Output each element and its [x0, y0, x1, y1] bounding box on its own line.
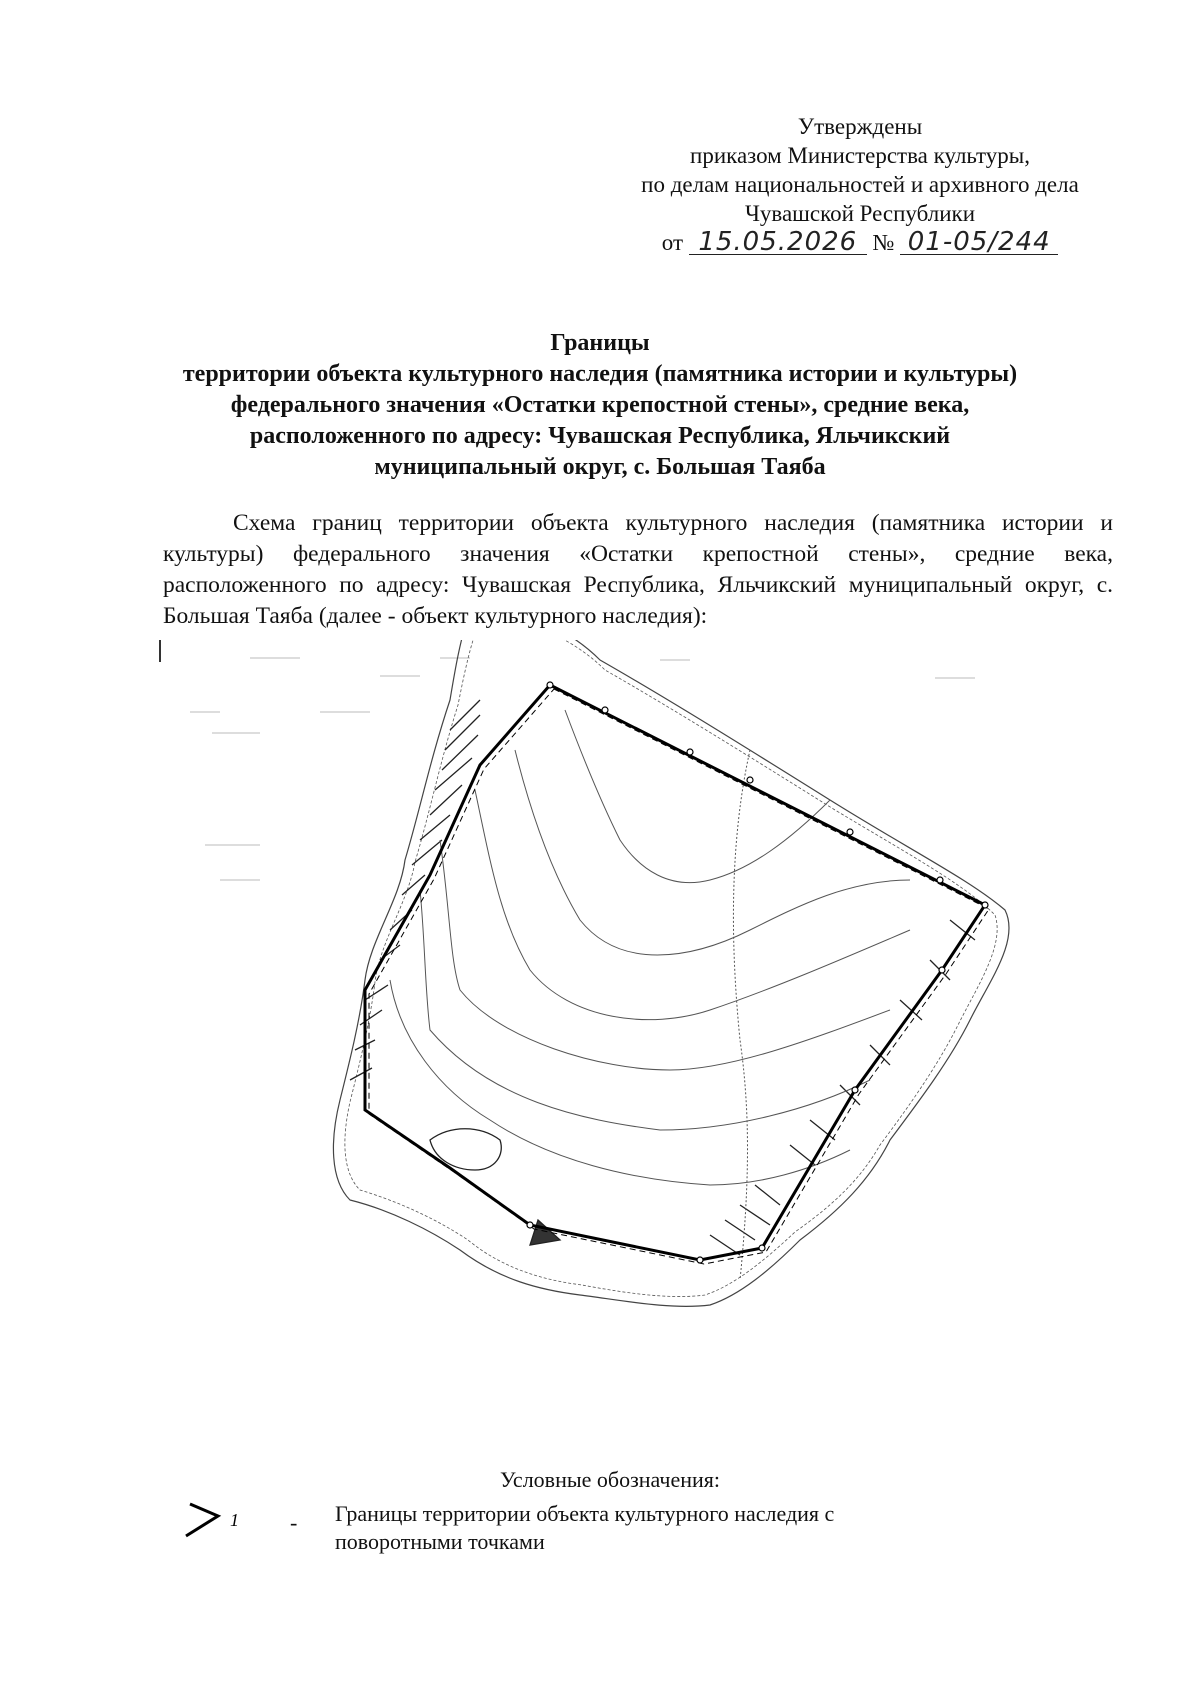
boundary-scheme-map	[150, 640, 1110, 1400]
order-number: 01-05/244	[900, 230, 1058, 255]
object-boundary	[365, 685, 985, 1260]
approval-line-1: Утверждены	[797, 114, 923, 139]
slope-hatching	[350, 700, 975, 1255]
approval-line-2: приказом Министерства культуры,	[690, 143, 1030, 168]
boundary-point-symbol-icon	[180, 1492, 300, 1572]
title-line-1: Границы	[550, 330, 650, 356]
title-line-4: расположенного по адресу: Чувашская Республика, Яльчикский	[249, 423, 951, 449]
contour-lines	[390, 710, 910, 1280]
object-boundary-inner	[369, 689, 989, 1264]
title-line-2: территории объекта культурного наследия (памятника истории и культуры)	[182, 361, 1018, 387]
title-line-3: федерального значения «Остатки крепостной стены», средние века,	[230, 392, 970, 418]
legend-text: Границы территории объекта культурного наследия с поворотными точками	[335, 1501, 835, 1554]
slope-outline-2	[345, 640, 997, 1297]
intro-text: Схема границ территории объекта культурного наследия (памятника истории и культуры) федерального значения «Остатки крепостной стены», средние века, расположенного по адресу: Чувашская Республика, Яльчикский муниципальный округ, с. Большая Таяба (далее - объект культурного наследия):	[163, 510, 1113, 629]
title-line-5: муниципальный округ, с. Большая Таяба	[374, 454, 826, 480]
approval-line-4: Чувашской Республики	[744, 201, 976, 226]
intro-paragraph	[163, 508, 1113, 632]
turning-points	[527, 682, 988, 1263]
slope-outline	[333, 640, 1009, 1306]
approval-block	[600, 112, 1120, 257]
legend-item-boundary	[180, 1492, 940, 1582]
order-line	[600, 228, 1120, 257]
map-faint-labels	[190, 658, 975, 880]
order-date: 15.05.2026	[689, 230, 867, 255]
legend-point-label: 1	[230, 1510, 239, 1530]
legend-dash: -	[290, 1510, 298, 1535]
legend-title: Условные обозначения:	[500, 1467, 721, 1492]
from-label: от	[661, 230, 684, 255]
document-title	[80, 328, 1120, 483]
approval-line-3: по делам национальностей и архивного дела	[641, 172, 1079, 197]
number-label: №	[872, 230, 895, 255]
